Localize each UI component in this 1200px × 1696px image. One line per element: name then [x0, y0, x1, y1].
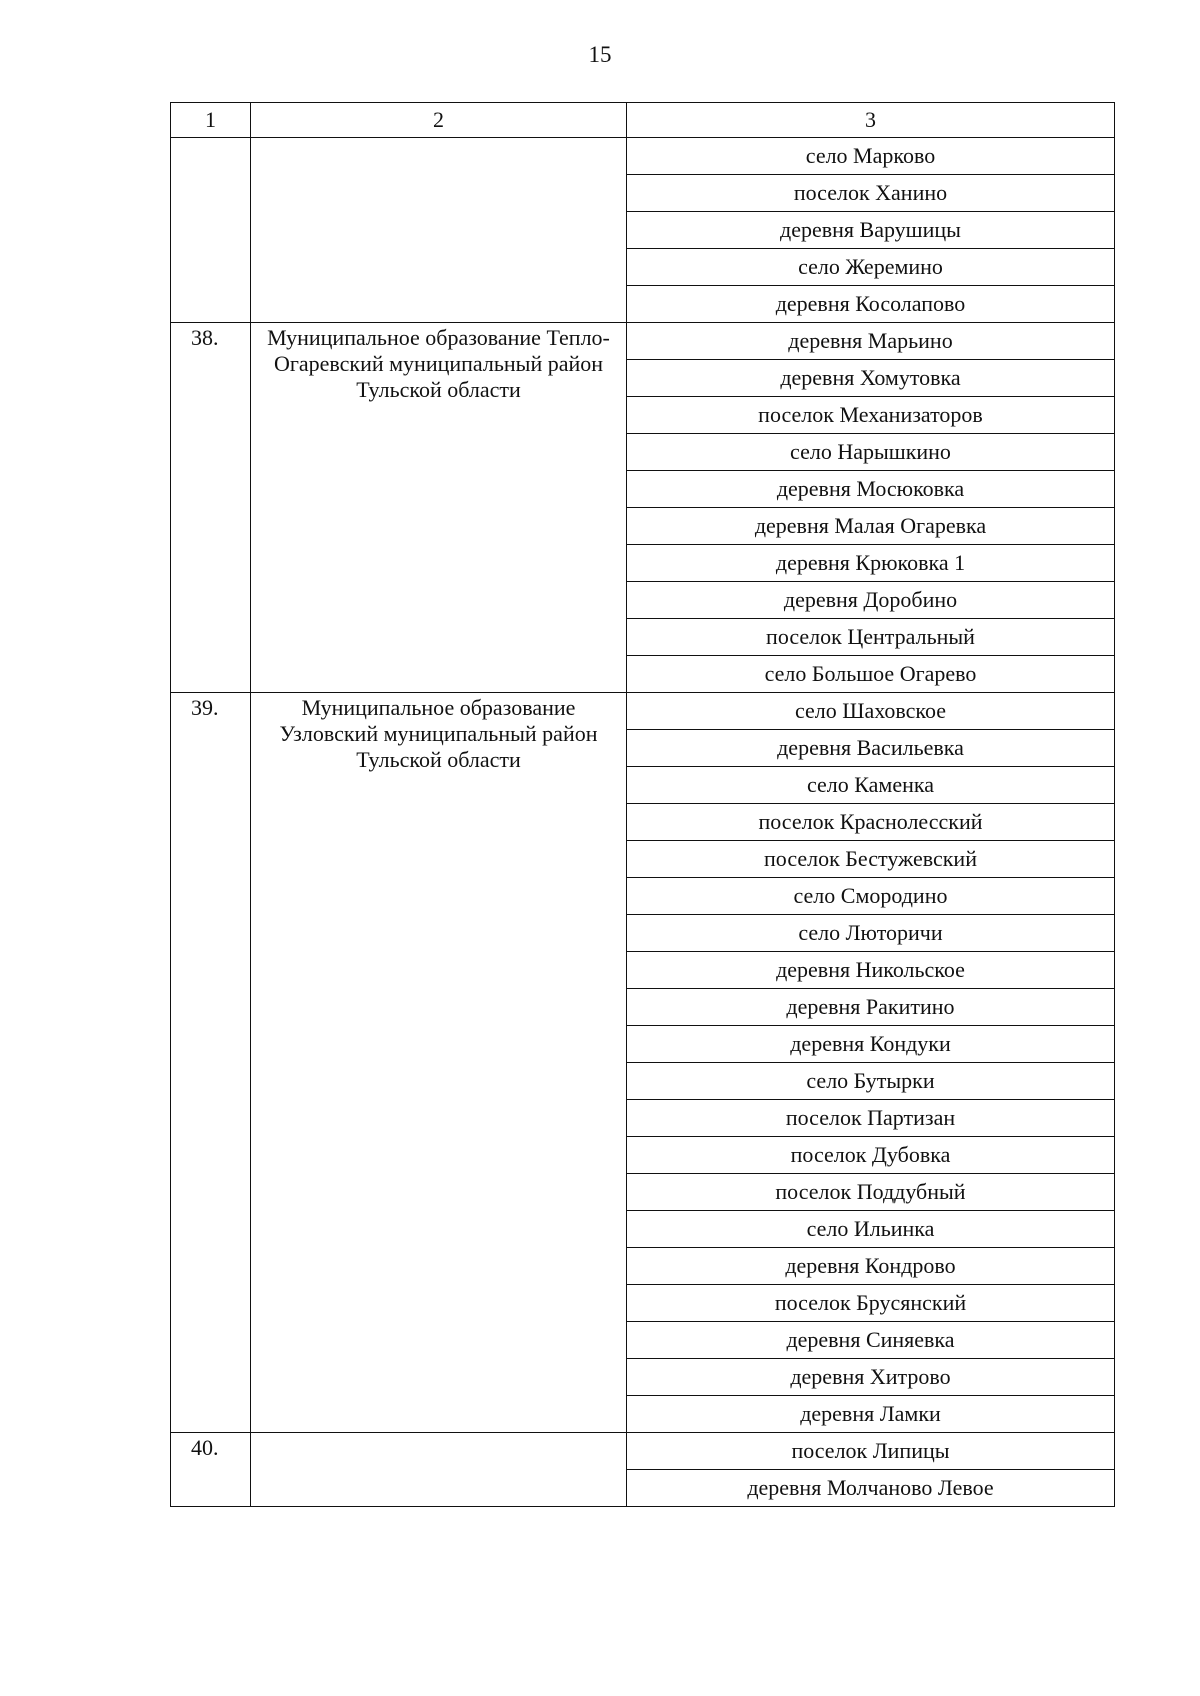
- settlement-cell: деревня Хитрово: [627, 1359, 1115, 1396]
- settlement-cell: деревня Варушицы: [627, 212, 1115, 249]
- municipality-name: [251, 1433, 627, 1507]
- header-row: [171, 103, 1115, 138]
- settlement-cell: деревня Синяевка: [627, 1322, 1115, 1359]
- settlement-cell: деревня Косолапово: [627, 286, 1115, 323]
- settlement-cell: поселок Краснолесский: [627, 804, 1115, 841]
- settlement-cell: поселок Партизан: [627, 1100, 1115, 1137]
- settlement-cell: село Марково: [627, 138, 1115, 175]
- settlement-cell: деревня Марьино: [627, 323, 1115, 360]
- settlement-cell: село Нарышкино: [627, 434, 1115, 471]
- table-row: [171, 1433, 1115, 1470]
- settlement-cell: деревня Васильевка: [627, 730, 1115, 767]
- column-header-1: 1: [171, 103, 251, 138]
- table-row: [171, 323, 1115, 360]
- settlement-cell: село Ильинка: [627, 1211, 1115, 1248]
- table-body: [171, 138, 1115, 1507]
- page-number: 15: [588, 42, 612, 67]
- settlement-cell: село Люторичи: [627, 915, 1115, 952]
- settlement-cell: село Каменка: [627, 767, 1115, 804]
- settlement-cell: деревня Доробино: [627, 582, 1115, 619]
- settlement-cell: деревня Кондрово: [627, 1248, 1115, 1285]
- settlement-cell: село Бутырки: [627, 1063, 1115, 1100]
- settlement-cell: деревня Никольское: [627, 952, 1115, 989]
- settlement-cell: село Жеремино: [627, 249, 1115, 286]
- settlement-cell: поселок Центральный: [627, 619, 1115, 656]
- settlement-cell: деревня Ракитино: [627, 989, 1115, 1026]
- settlement-cell: поселок Брусянский: [627, 1285, 1115, 1322]
- group-number: 40.: [171, 1433, 251, 1507]
- column-header-3: 3: [627, 103, 1115, 138]
- settlement-cell: деревня Хомутовка: [627, 360, 1115, 397]
- settlement-cell: село Смородино: [627, 878, 1115, 915]
- settlement-cell: село Большое Огарево: [627, 656, 1115, 693]
- table-row: [171, 693, 1115, 730]
- settlement-cell: деревня Крюковка 1: [627, 545, 1115, 582]
- group-number: 38.: [171, 323, 251, 693]
- settlement-cell: поселок Бестужевский: [627, 841, 1115, 878]
- settlement-cell: поселок Поддубный: [627, 1174, 1115, 1211]
- settlement-cell: поселок Липицы: [627, 1433, 1115, 1470]
- municipality-name: [251, 138, 627, 323]
- settlement-cell: деревня Малая Огаревка: [627, 508, 1115, 545]
- settlement-cell: поселок Механизаторов: [627, 397, 1115, 434]
- settlement-cell: поселок Дубовка: [627, 1137, 1115, 1174]
- settlement-cell: село Шаховское: [627, 693, 1115, 730]
- settlement-cell: поселок Ханино: [627, 175, 1115, 212]
- municipality-name: Муниципальное образование Тепло-Огаревский муниципальный район Тульской области: [251, 323, 627, 693]
- table-row: [171, 138, 1115, 175]
- settlement-cell: деревня Мосюковка: [627, 471, 1115, 508]
- settlement-cell: деревня Ламки: [627, 1396, 1115, 1433]
- settlements-table: [170, 102, 1115, 1507]
- group-number: [171, 138, 251, 323]
- settlement-cell: деревня Молчаново Левое: [627, 1470, 1115, 1507]
- settlement-cell: деревня Кондуки: [627, 1026, 1115, 1063]
- group-number: 39.: [171, 693, 251, 1433]
- column-header-2: 2: [251, 103, 627, 138]
- municipality-name: Муниципальное образование Узловский муниципальный район Тульской области: [251, 693, 627, 1433]
